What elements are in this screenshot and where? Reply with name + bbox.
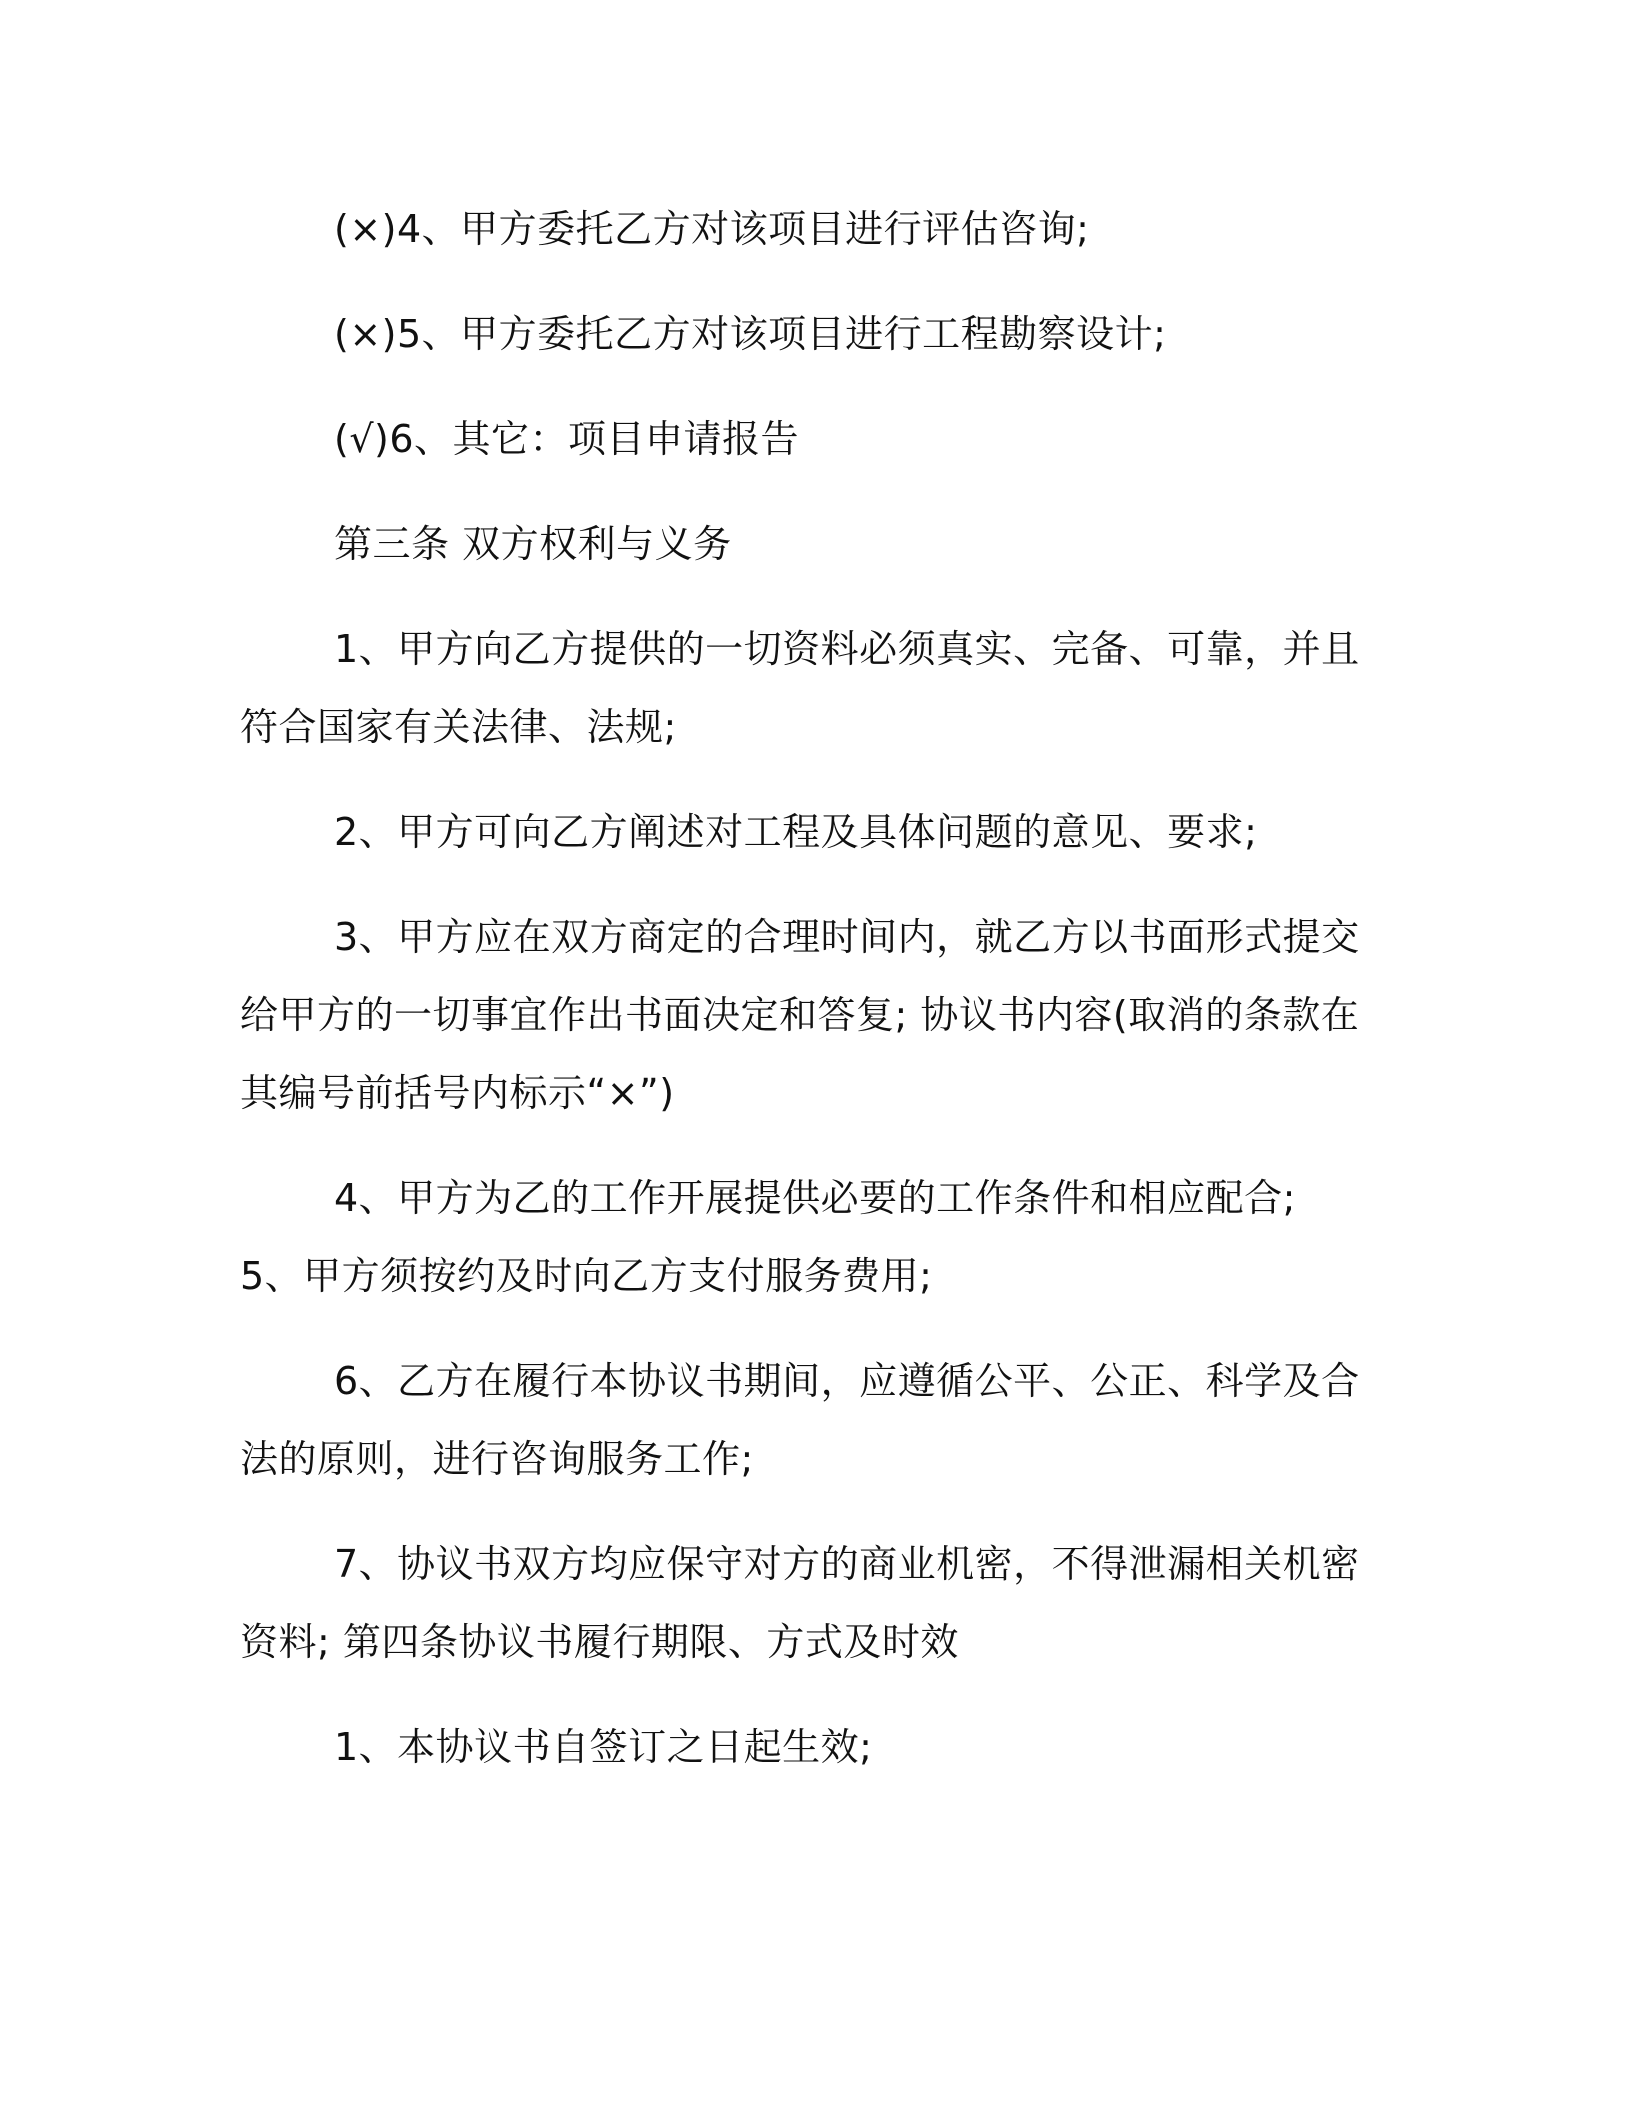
obligation-item-3: 3、甲方应在双方商定的合理时间内，就乙方以书面形式提交给甲方的一切事宜作出书面决定和答复; 协议书内容(取消的条款在其编号前括号内标示“×”) — [240, 915, 1360, 1115]
term-item-1: 1、本协议书自签订之日起生效; — [334, 1725, 873, 1769]
obligation-item-6: 6、乙方在履行本协议书期间，应遵循公平、公正、科学及合法的原则，进行咨询服务工作; — [240, 1359, 1360, 1481]
obligation-item-2: 2、甲方可向乙方阐述对工程及具体问题的意见、要求; — [334, 810, 1258, 854]
clause-item-5: (×)5、甲方委托乙方对该项目进行工程勘察设计; — [334, 312, 1167, 356]
obligation-item-4-5: 4、甲方为乙的工作开展提供必要的工作条件和相应配合; 5、甲方须按约及时向乙方支付服务费用; — [240, 1176, 1309, 1298]
clause-item-4: (×)4、甲方委托乙方对该项目进行评估咨询; — [334, 207, 1090, 251]
obligation-item-1: 1、甲方向乙方提供的一切资料必须真实、完备、可靠，并且符合国家有关法律、法规; — [240, 627, 1360, 749]
obligation-item-7-article-4: 7、协议书双方均应保守对方的商业机密，不得泄漏相关机密资料; 第四条协议书履行期限、方式及时效 — [240, 1542, 1360, 1664]
section-heading-article-3: 第三条 双方权利与义务 — [334, 522, 732, 566]
clause-item-6: (√)6、其它：项目申请报告 — [334, 417, 800, 461]
document-body — [240, 190, 1360, 1813]
